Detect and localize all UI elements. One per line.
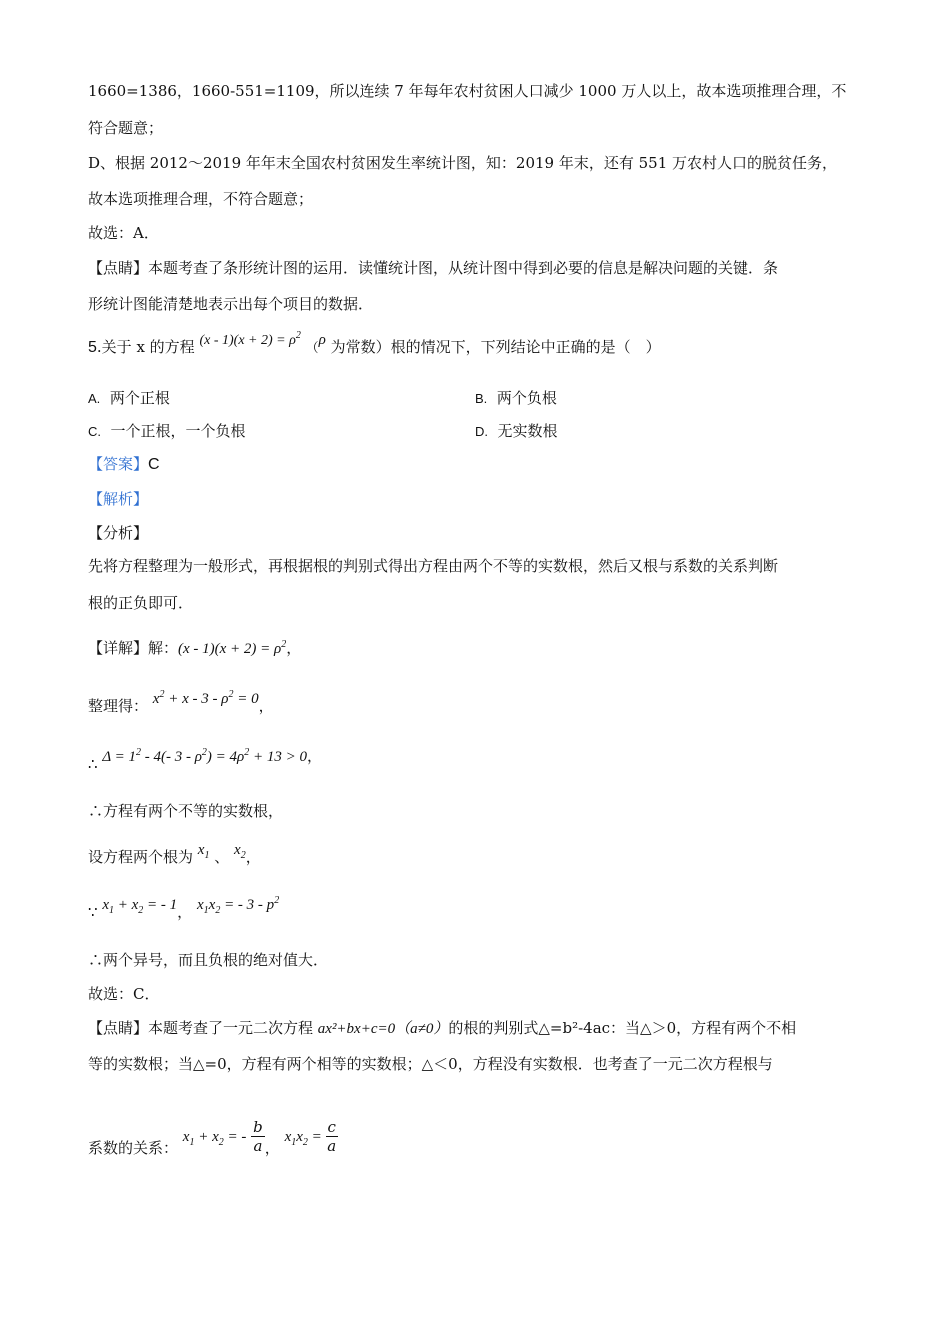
stem-a: .关于 x 的方程: [96, 338, 195, 356]
fenxi-line-1: 先将方程整理为一般形式，再根据根的判别式得出方程由两个不等的实数根，然后又根与系数的关系判断: [88, 557, 779, 575]
option-a: A. 两个正根: [88, 389, 170, 407]
question-number: 5: [88, 339, 97, 356]
prev-line-7: 形统计图能清楚地表示出每个项目的数据．: [88, 295, 374, 313]
detail-line-7: ∴两个异号，而且负根的绝对值大．: [88, 951, 329, 969]
fraction-c-over-a: $\frac{c}{a}$: [327, 1118, 337, 1155]
detail-line-4: ∴方程有两个不等的实数根，: [88, 802, 284, 820]
option-c: C. 一个正根，一个负根: [88, 422, 246, 440]
prev-line-1: 1660=1386，1660-551=1109，所以连续 7 年每年农村贫困人口减少 1000 万人以上，故本选项推理合理，不: [88, 82, 847, 100]
detail-line-1: 【详解】解：$(x - 1)(x + 2) = \rho^2$，: [88, 639, 302, 657]
stem-c: 为常数）根的情况下，下列结论中正确的是（ ）: [325, 338, 661, 356]
fraction-b-over-a: $\frac{b}{a}$: [253, 1118, 263, 1155]
analysis-label: 【解析】: [88, 490, 149, 508]
fenxi-label: 【分析】: [88, 524, 149, 542]
detail-line-5: 设方程两个根为 $x_1$ 、 $x_2$，: [88, 842, 261, 866]
detail-line-3: ∴ $\Delta = 1^2 - 4(-$ $3 - \rho^2) = 4\rho^2 + 13 > 0$，: [88, 747, 323, 773]
prev-line-2: 符合题意；: [88, 119, 164, 137]
question-5-stem: [88, 330, 661, 357]
answer-value: C: [148, 456, 160, 473]
dianjing-line-2: 等的实数根；当△=0，方程有两个相等的实数根；△＜0，方程没有实数根．也考查了一元二次方程根与: [88, 1055, 773, 1073]
prev-line-5: 故选：A．: [88, 224, 159, 242]
prev-line-4: 故本选项推理合理，不符合题意；: [88, 190, 314, 208]
prev-line-6: 【点睛】本题考查了条形统计图的运用．读懂统计图，从统计图中得到必要的信息是解决问题的关键．条: [88, 259, 779, 277]
stem-b: （: [305, 341, 319, 356]
dianjing-line-3: 系数的关系： $x_1 + x_2$ = - $\frac{b}{a}$ ， $x_1x_2$ = $\frac{c}{a}$: [88, 1118, 337, 1157]
prev-line-3: D、根据 2012～2019 年年末全国农村贫困发生率统计图，知：2019 年末，还有 551 万农村人口的脱贫任务，: [88, 154, 838, 172]
answer: [88, 453, 160, 474]
answer-label: 【答案】: [88, 455, 149, 473]
detail-line-8: 故选：C．: [88, 985, 160, 1003]
option-d: D. 无实数根: [475, 422, 558, 440]
dianjing-line-1: 【点睛】本题考查了一元二次方程 ax²+bx+c=0（a≠0）的根的判别式△=b²-4ac：当△＞0，方程有两个不相: [88, 1019, 797, 1037]
detail-line-6: ∵ $x_1 + x_2$ = - 1， $x_1x_2$ = - $3 - p^2$: [88, 895, 280, 921]
fenxi-line-2: 根的正负即可．: [88, 594, 194, 612]
detail-line-2: 整理得： $x^2 + x - 3 - \rho^2 = 0$，: [88, 689, 274, 715]
rho-symbol: ρ: [318, 332, 326, 348]
option-b: B. 两个负根: [475, 389, 557, 407]
question-equation: $(x - 1)(x + 2) = \rho^2$: [199, 330, 301, 348]
